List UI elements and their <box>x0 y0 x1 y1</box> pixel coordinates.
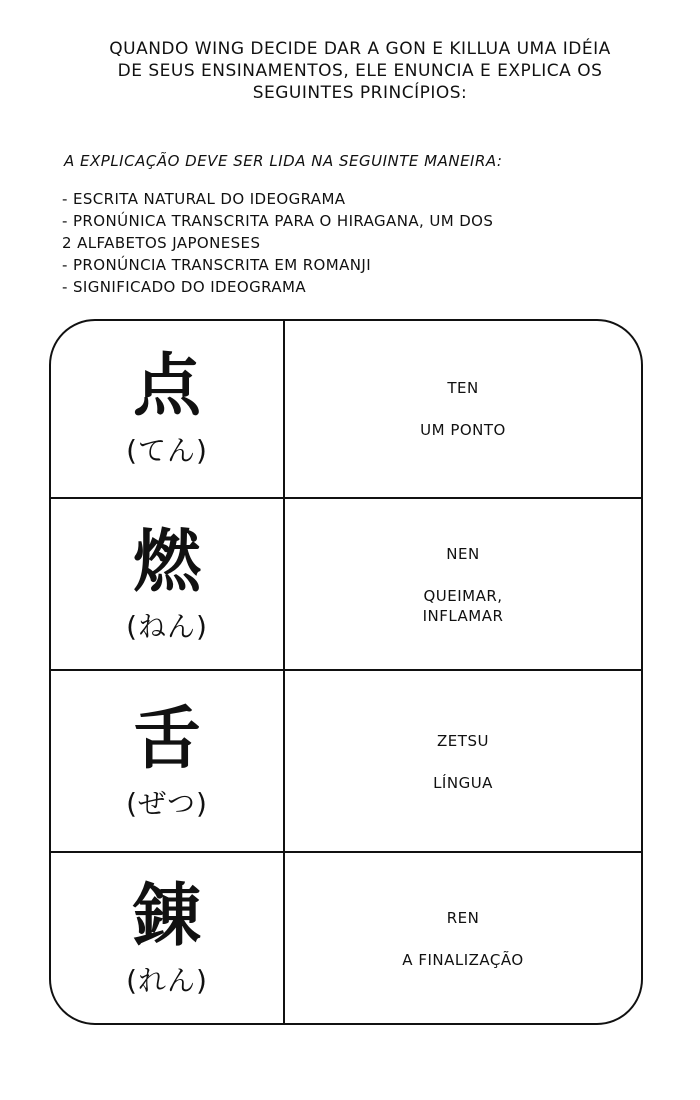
romanji-reading: ZETSU <box>437 732 489 750</box>
meaning-text: QUEIMAR, INFLAMAR <box>422 587 504 625</box>
explanation-heading: A EXPLICAÇÃO DEVE SER LIDA NA SEGUINTE MANEIRA: <box>64 152 503 170</box>
kanji-character: 点 <box>132 346 201 426</box>
intro-line: DE SEUS ENSINAMENTOS, ELE ENUNCIA E EXPLICA OS <box>117 61 603 81</box>
principles-table <box>49 319 643 1025</box>
explanation-item: - PRONÚNICA TRANSCRITA PARA O HIRAGANA, UM DOS <box>62 212 494 230</box>
hiragana-reading: (ねん) <box>126 610 208 643</box>
kanji-cell <box>51 499 285 671</box>
kanji-character: 舌 <box>132 699 201 779</box>
explanation-item: - SIGNIFICADO DO IDEOGRAMA <box>62 278 306 296</box>
kanji-character: 燃 <box>132 522 201 602</box>
hiragana-reading: (れん) <box>126 964 208 997</box>
kanji-cell <box>51 853 285 1025</box>
kanji-cell <box>51 321 285 497</box>
principle-row-nen <box>51 497 641 671</box>
kanji-cell <box>51 671 285 853</box>
romanji-reading: NEN <box>446 545 480 563</box>
intro-paragraph <box>70 38 650 104</box>
principle-row-ren <box>51 851 641 1025</box>
meaning-cell <box>285 321 641 497</box>
explanation-item: 2 ALFABETOS JAPONESES <box>62 234 261 252</box>
explanation-item: - PRONÚNCIA TRANSCRITA EM ROMANJI <box>62 256 372 274</box>
meaning-cell <box>285 671 641 853</box>
intro-line: SEGUINTES PRINCÍPIOS: <box>252 83 468 103</box>
principle-row-zetsu <box>51 669 641 853</box>
meaning-text: LÍNGUA <box>433 774 493 792</box>
principle-row-ten <box>51 321 641 497</box>
hiragana-reading: (ぜつ) <box>126 787 208 820</box>
meaning-text: UM PONTO <box>420 421 506 439</box>
explanation-list <box>62 188 622 298</box>
intro-line: QUANDO WING DECIDE DAR A GON E KILLUA UMA IDÉIA <box>109 39 611 59</box>
romanji-reading: TEN <box>447 379 479 397</box>
kanji-character: 錬 <box>132 876 201 956</box>
meaning-cell <box>285 853 641 1025</box>
meaning-text: A FINALIZAÇÃO <box>402 951 524 969</box>
explanation-item: - ESCRITA NATURAL DO IDEOGRAMA <box>62 190 346 208</box>
romanji-reading: REN <box>446 909 480 927</box>
hiragana-reading: (てん) <box>126 434 208 467</box>
meaning-cell <box>285 499 641 671</box>
